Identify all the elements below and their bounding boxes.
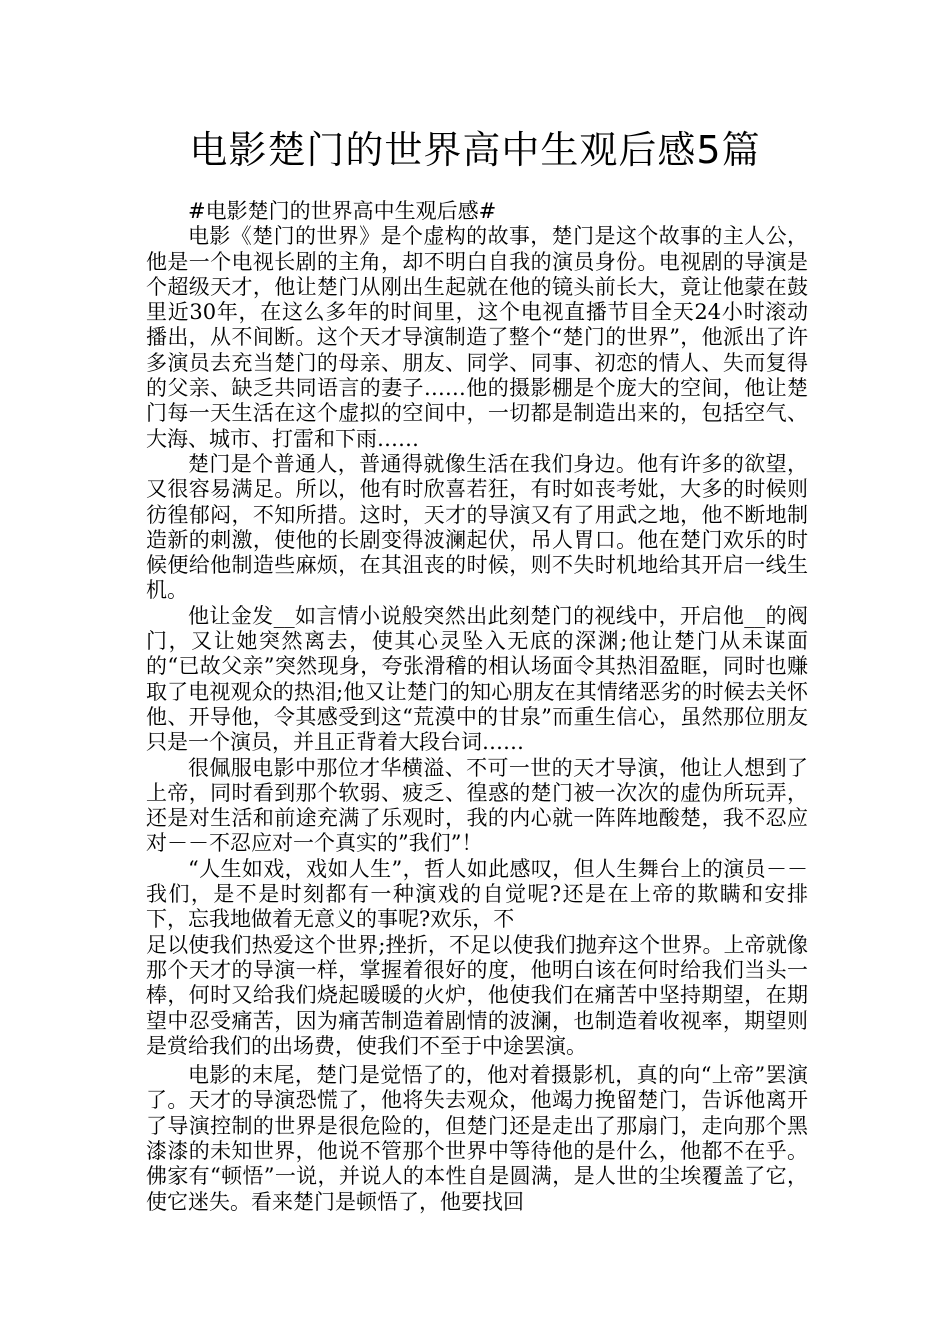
paragraph-hashtag: #电影楚门的世界高中生观后感# (188, 199, 497, 223)
document-body (146, 199, 808, 1215)
paragraph-manipulation: 他让金发__如言情小说般突然出此刻楚门的视线中，开启他__的阀门，又让她突然离去，使其心灵坠入无底的深渊;他让楚门从未谋面的“已故父亲”突然现身，夸张滑稽的相认场面令其热泪盈眶，同时也赚取了电视观众的热泪;他又让楚门的知心朋友在其情绪恶劣的时候去关怀他、开导他，令其感受到这“荒漠中的甘泉”而重生信心，虽然那位朋友只是一个演员，并且正背着大段台词…… (146, 603, 808, 755)
paragraph-admiration: 很佩服电影中那位才华横溢、不可一世的天才导演，他让人想到了上帝，同时看到那个软弱、疲乏、徨惑的楚门被一次次的虚伪所玩弄，还是对生活和前途充满了乐观时，我的内心就一阵阵地酸楚，我不忍应对－－不忍应对一个真实的”我们”！ (146, 755, 808, 856)
document-title: 电影楚门的世界高中生观后感5篇 (189, 128, 761, 172)
paragraph-ending: 电影的末尾，楚门是觉悟了的，他对着摄影机，真的向“上帝”罢演了。天才的导演恐慌了，他将失去观众，他竭力挽留楚门，告诉他离开了导演控制的世界是很危险的，但楚门还是走出了那扇门，走向那个黑漆漆的未知世界，他说不管那个世界中等待他的是什么，他都不在乎。佛家有“顿悟”一说，并说人的本性自是圆满，是人世的尘埃覆盖了它，使它迷失。看来楚门是顿悟了，他要找回 (146, 1063, 808, 1214)
paragraph-continuation: 足以使我们热爱这个世界;挫折，不足以使我们抛弃这个世界。上帝就像那个天才的导演一样，掌握着很好的度，他明白该在何时给我们当头一棒，何时又给我们烧起暖暖的火炉，他使我们在痛苦中坚持期望，在期望中忍受痛苦，因为痛苦制造着剧情的波澜，也制造着收视率，期望则是赏给我们的出场费，使我们不至于中途罢演。 (146, 932, 808, 1058)
paragraph-intro: 电影《楚门的世界》是个虚构的故事，楚门是这个故事的主人公，他是一个电视长剧的主角，却不明白自我的演员身份。电视剧的导演是个超级天才，他让楚门从刚出生起就在他的镜头前长大，竟让他蒙在鼓里近30年，在这么多年的时间里，这个电视直播节目全天24小时滚动播出，从不间断。这个天才导演制造了整个“楚门的世界”，他派出了许多演员去充当楚门的母亲、朋友、同学、同事、初恋的情人、失而复得的父亲、缺乏共同语言的妻子……他的摄影棚是个庞大的空间，他让楚门每一天生活在这个虚拟的空间中，一切都是制造出来的，包括空气、大海、城市、打雷和下雨…… (146, 224, 808, 451)
paragraph-ordinary-man: 楚门是个普通人，普通得就像生活在我们身边。他有许多的欲望，又很容易满足。所以，他有时欣喜若狂，有时如丧考妣，大多的时候则彷徨郁闷，不知所措。这时，天才的导演又有了用武之地，他不断地制造新的刺激，使他的长剧变得波澜起伏，吊人胃口。他在楚门欢乐的时候便给他制造些麻烦，在其沮丧的时候，则不失时机地给其开启一线生机。 (146, 451, 808, 603)
paragraph-life-as-drama: “人生如戏，戏如人生”，哲人如此感叹，但人生舞台上的演员－－我们，是不是时刻都有一种演戏的自觉呢?还是在上帝的欺瞒和安排下，忘我地做着无意义的事呢?欢乐，不 (146, 856, 808, 932)
